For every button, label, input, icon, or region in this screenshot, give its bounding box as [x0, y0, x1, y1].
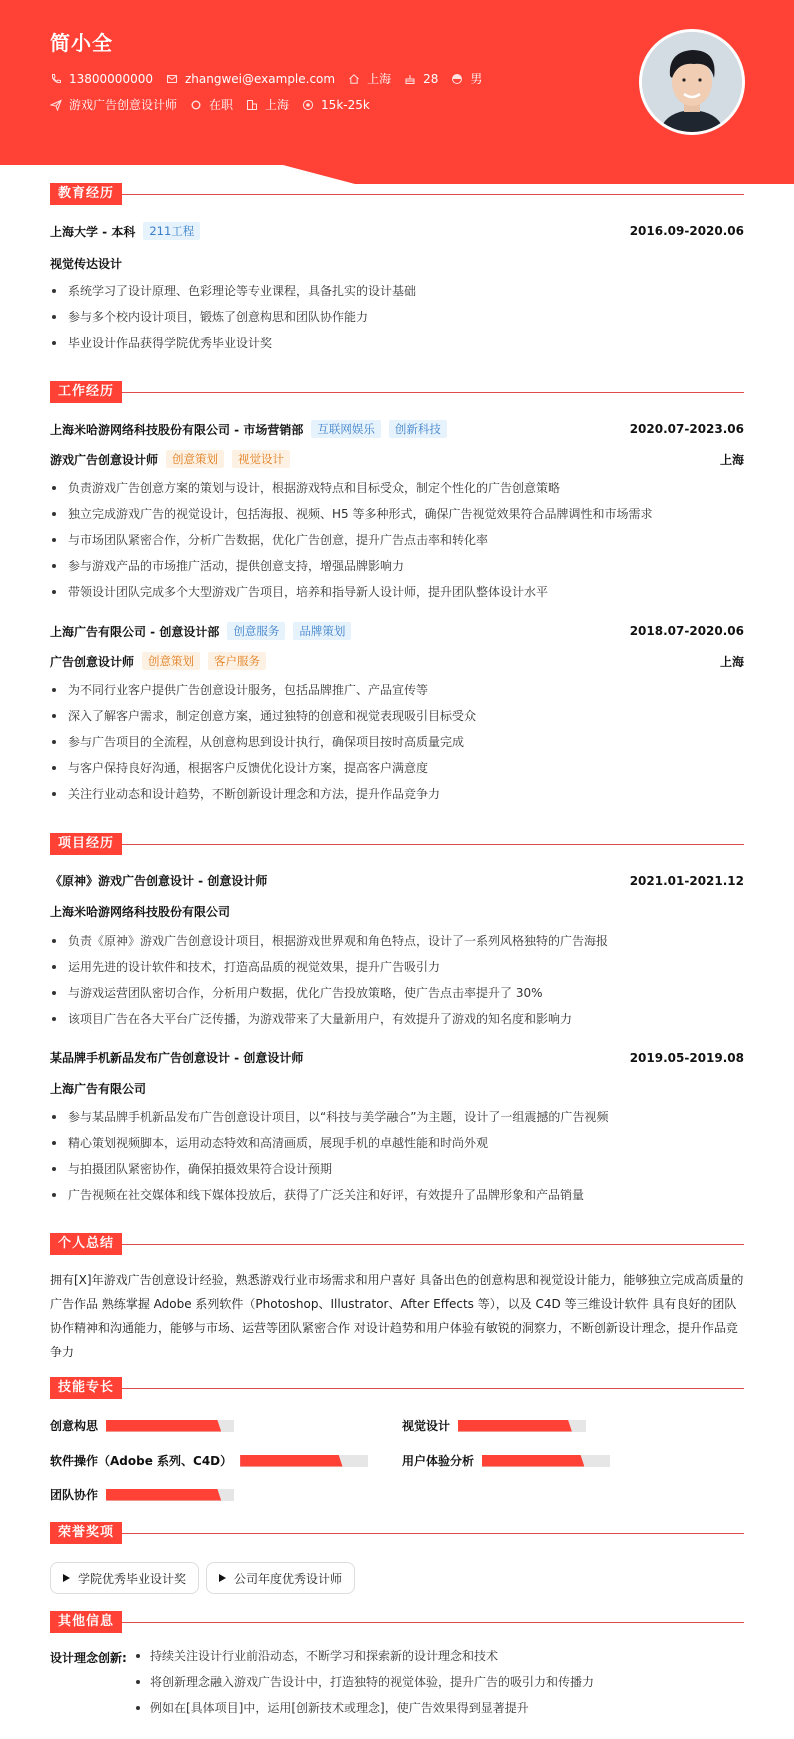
project-company: 上海米哈游网络科技股份有限公司: [50, 905, 231, 919]
list-item: 负责游戏广告创意方案的策划与设计，根据游戏特点和目标受众，制定个性化的广告创意策略: [50, 475, 744, 501]
gender-icon: [451, 73, 463, 85]
project-title: 某品牌手机新品发布广告创意设计 - 创意设计师: [50, 1051, 304, 1065]
info-phone: 13800000000: [50, 72, 153, 86]
project-header: [50, 872, 744, 889]
work-bullets: [50, 475, 744, 605]
section-summary: [50, 1233, 744, 1255]
job-role: 游戏广告创意设计师: [50, 452, 159, 467]
status-icon: [190, 99, 202, 111]
info-target-city: 上海: [246, 96, 289, 113]
role-tag: 创意策划: [166, 450, 224, 468]
other-label: 设计理念创新:: [50, 1651, 127, 1665]
list-item: 参与游戏产品的市场推广活动，提供创意支持，增强品牌影响力: [50, 553, 744, 579]
section-work: [50, 381, 744, 403]
building-icon: [246, 99, 258, 111]
skill-name: 视觉设计: [402, 1419, 451, 1433]
work-period: 2018.07-2020.06: [629, 624, 744, 638]
school-tag: 211工程: [143, 222, 200, 240]
work-location: 上海: [719, 654, 744, 669]
school-degree: 上海大学 - 本科: [50, 224, 136, 239]
list-item: 与拍摄团队紧密协作，确保拍摄效果符合设计预期: [50, 1156, 744, 1182]
triangle-right-icon: [63, 1574, 70, 1582]
project-bullets: [50, 928, 744, 1032]
list-item: 为不同行业客户提供广告创意设计服务，包括品牌推广、产品宣传等: [50, 677, 744, 703]
award-name: 学院优秀毕业设计奖: [78, 1571, 187, 1586]
cake-icon: [404, 73, 416, 85]
list-item: 独立完成游戏广告的视觉设计，包括海报、视频、H5 等多种形式，确保广告视觉效果符合品牌调性和市场需求: [50, 501, 744, 527]
skill-item: [50, 1417, 234, 1434]
company-tag: 创意服务: [227, 622, 285, 640]
project-period: 2021.01-2021.12: [629, 873, 744, 888]
section-divider: [122, 1622, 744, 1623]
summary-text: 拥有[X]年游戏广告创意设计经验，熟悉游戏行业市场需求和用户喜好 具备出色的创意构思和视觉设计能力，能够独立完成高质量的广告作品 熟练掌握 Adobe 系列软件（Photoshop、Illustrator、After Effects 等），以及 C4D 等三维设计软件 具有良好的团队协作精神和沟通能力，能够与市场、运营等团队紧密合作 对设计趋势和用户体验有敏锐的洞察力，不断创新设计理念，提升作品竞争力: [50, 1273, 744, 1359]
salary-icon: [302, 99, 314, 111]
section-title: 技能专长: [50, 1377, 122, 1399]
other-bullets: [132, 1647, 594, 1725]
education-header: [50, 222, 744, 240]
skill-bar: [106, 1489, 234, 1501]
list-item: 运用先进的设计软件和技术，打造高品质的视觉效果，提升广告吸引力: [50, 954, 744, 980]
skill-item: [402, 1417, 586, 1434]
skill-bar-fill: [482, 1455, 584, 1467]
work-bullets: [50, 677, 744, 807]
list-item: 参与某品牌手机新品发布广告创意设计项目，以“科技与美学融合”为主题，设计了一组震撼的广告视频: [50, 1104, 744, 1130]
major: 视觉传达设计: [50, 257, 123, 271]
list-item: 关注行业动态和设计趋势，不断创新设计理念和方法，提升作品竞争力: [50, 781, 744, 807]
info-target-position: 游戏广告创意设计师: [50, 96, 177, 113]
section-other: [50, 1611, 744, 1633]
skill-bar-fill: [458, 1420, 572, 1432]
company-tag: 互联网娱乐: [311, 420, 381, 438]
info-age: 28: [404, 72, 438, 86]
mail-icon: [166, 73, 178, 85]
skill-bar-fill: [106, 1489, 221, 1501]
home-icon: [348, 73, 360, 85]
section-awards: [50, 1522, 744, 1544]
role-tag: 创意策划: [142, 652, 200, 670]
skill-item: [402, 1452, 610, 1469]
list-item: 参与多个校内设计项目，锻炼了创意构思和团队协作能力: [50, 304, 744, 330]
skill-bar: [240, 1455, 368, 1467]
skill-name: 创意构思: [50, 1419, 99, 1433]
section-divider: [122, 844, 744, 845]
skill-item: [50, 1486, 234, 1503]
section-divider: [122, 1533, 744, 1534]
avatar: [639, 29, 745, 135]
phone-icon: [50, 73, 62, 85]
list-item: 精心策划视频脚本，运用动态特效和高清画质，展现手机的卓越性能和时尚外观: [50, 1130, 744, 1156]
skill-name: 团队协作: [50, 1488, 99, 1502]
list-item: 带领设计团队完成多个大型游戏广告项目，培养和指导新人设计师，提升团队整体设计水平: [50, 579, 744, 605]
candidate-name: 简小全: [50, 31, 113, 55]
section-title: 工作经历: [50, 381, 122, 403]
project-period: 2019.05-2019.08: [629, 1050, 744, 1065]
award-item: [206, 1562, 355, 1594]
job-info-row: [50, 96, 383, 113]
education-period: 2016.09-2020.06: [629, 224, 744, 238]
send-icon: [50, 99, 62, 111]
project-bullets: [50, 1104, 744, 1208]
section-divider: [122, 1388, 744, 1389]
role-tag: 客户服务: [208, 652, 266, 670]
list-item: 与市场团队紧密合作，分析广告数据，优化广告创意，提升广告点击率和转化率: [50, 527, 744, 553]
project-title: 《原神》游戏广告创意设计 - 创意设计师: [50, 874, 268, 888]
work-company-row: [50, 420, 744, 438]
section-divider: [122, 1244, 744, 1245]
section-divider: [122, 392, 744, 393]
skill-item: [50, 1452, 368, 1469]
job-role: 广告创意设计师: [50, 654, 135, 669]
role-tag: 视觉设计: [232, 450, 290, 468]
info-gender: 男: [451, 70, 482, 87]
list-item: 例如在[具体项目]中，运用[创新技术或理念]，使广告效果得到显著提升: [132, 1699, 594, 1725]
section-title: 其他信息: [50, 1611, 122, 1633]
award-name: 公司年度优秀设计师: [234, 1571, 343, 1586]
skill-name: 软件操作（Adobe 系列、C4D）: [50, 1454, 233, 1468]
award-item: [50, 1562, 199, 1594]
work-period: 2020.07-2023.06: [629, 422, 744, 436]
company-tag: 品牌策划: [293, 622, 351, 640]
avatar-photo: [642, 32, 742, 132]
section-title: 教育经历: [50, 183, 122, 205]
project-header: [50, 1049, 744, 1066]
list-item: 将创新理念融入游戏广告设计中，打造独特的视觉体验，提升广告的吸引力和传播力: [132, 1673, 594, 1699]
education-bullets: [50, 278, 744, 356]
list-item: 与游戏运营团队密切合作，分析用户数据，优化广告投放策略，使广告点击率提升了 30%: [50, 980, 744, 1006]
skill-bar-fill: [240, 1455, 342, 1467]
triangle-right-icon: [219, 1574, 226, 1582]
section-divider: [122, 194, 744, 195]
list-item: 持续关注设计行业前沿动态，不断学习和探索新的设计理念和技术: [132, 1647, 594, 1673]
contact-info-row: [50, 70, 495, 87]
project-company: 上海广告有限公司: [50, 1082, 147, 1096]
list-item: 负责《原神》游戏广告创意设计项目，根据游戏世界观和角色特点，设计了一系列风格独特的广告海报: [50, 928, 744, 954]
list-item: 广告视频在社交媒体和线下媒体投放后，获得了广泛关注和好评，有效提升了品牌形象和产品销量: [50, 1182, 744, 1208]
skill-bar-fill: [106, 1420, 221, 1432]
skill-name: 用户体验分析: [402, 1454, 475, 1468]
work-role-row: [50, 652, 744, 670]
list-item: 深入了解客户需求，制定创意方案，通过独特的创意和视觉表现吸引目标受众: [50, 703, 744, 729]
section-skills: [50, 1377, 744, 1399]
company-dept: 上海米哈游网络科技股份有限公司 - 市场营销部: [50, 422, 304, 437]
work-company-row: [50, 622, 744, 640]
section-title: 个人总结: [50, 1233, 122, 1255]
list-item: 与客户保持良好沟通，根据客户反馈优化设计方案，提高客户满意度: [50, 755, 744, 781]
section-title: 荣誉奖项: [50, 1522, 122, 1544]
work-role-row: [50, 450, 744, 468]
list-item: 该项目广告在各大平台广泛传播，为游戏带来了大量新用户，有效提升了游戏的知名度和影响力: [50, 1006, 744, 1032]
info-job-status: 在职: [190, 96, 233, 113]
info-salary: 15k-25k: [302, 98, 370, 112]
resume-header: [0, 0, 794, 184]
company-dept: 上海广告有限公司 - 创意设计部: [50, 624, 220, 639]
list-item: 毕业设计作品获得学院优秀毕业设计奖: [50, 330, 744, 356]
skill-bar: [458, 1420, 586, 1432]
company-tag: 创新科技: [389, 420, 447, 438]
skill-bar: [482, 1455, 610, 1467]
section-projects: [50, 833, 744, 855]
skill-bar: [106, 1420, 234, 1432]
list-item: 系统学习了设计原理、色彩理论等专业课程，具备扎实的设计基础: [50, 278, 744, 304]
info-email: zhangwei@example.com: [166, 72, 335, 86]
section-education: [50, 183, 744, 205]
work-location: 上海: [719, 452, 744, 467]
info-city: 上海: [348, 70, 391, 87]
section-title: 项目经历: [50, 833, 122, 855]
list-item: 参与广告项目的全流程，从创意构思到设计执行，确保项目按时高质量完成: [50, 729, 744, 755]
